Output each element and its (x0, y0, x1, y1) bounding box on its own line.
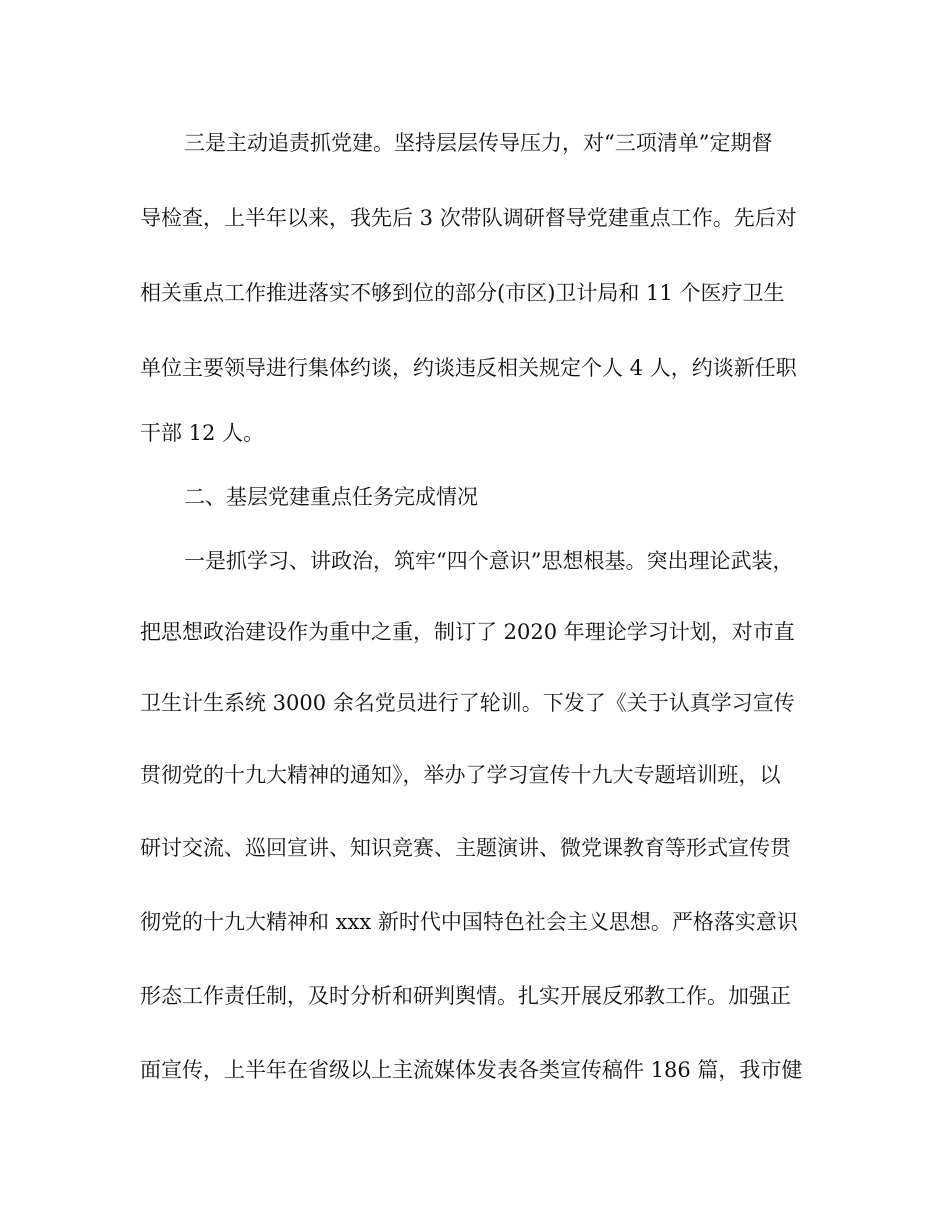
paragraph-line: 把思想政治建设作为重中之重，制订了 2020 年理论学习计划，对市直 (140, 620, 795, 644)
paragraph-line: 卫生计生系统 3000 余名党员进行了轮训。下发了《关于认真学习宣传 (140, 691, 795, 715)
paragraph-line: 导检查，上半年以来，我先后 3 次带队调研督导党建重点工作。先后对 (140, 206, 797, 230)
paragraph-line: 单位主要领导进行集体约谈，约谈违反相关规定个人 4 人，约谈新任职 (140, 356, 797, 380)
paragraph-line: 研讨交流、巡回宣讲、知识竞赛、主题演讲、微党课教育等形式宣传贯 (140, 836, 791, 860)
paragraph-line: 相关重点工作推进落实不够到位的部分(市区)卫计局和 11 个医疗卫生 (140, 281, 785, 305)
paragraph-line: 贯彻党的十九大精神的通知》，举办了学习宣传十九大专题培训班，以 (140, 763, 781, 787)
paragraph-line: 三是主动追责抓党建。坚持层层传导压力，对“三项清单”定期督 (184, 131, 773, 155)
section-heading: 二、基层党建重点任务完成情况 (184, 485, 478, 509)
paragraph-line: 彻党的十九大精神和 xxx 新时代中国特色社会主义思想。严格落实意识 (140, 910, 798, 934)
paragraph-line: 干部 12 人。 (140, 421, 265, 445)
paragraph-line: 面宣传，上半年在省级以上主流媒体发表各类宣传稿件 186 篇，我市健 (140, 1058, 803, 1082)
paragraph-line: 形态工作责任制，及时分析和研判舆情。扎实开展反邪教工作。加强正 (140, 984, 791, 1008)
paragraph-line: 一是抓学习、讲政治，筑牢“四个意识”思想根基。突出理论武装， (184, 549, 794, 573)
